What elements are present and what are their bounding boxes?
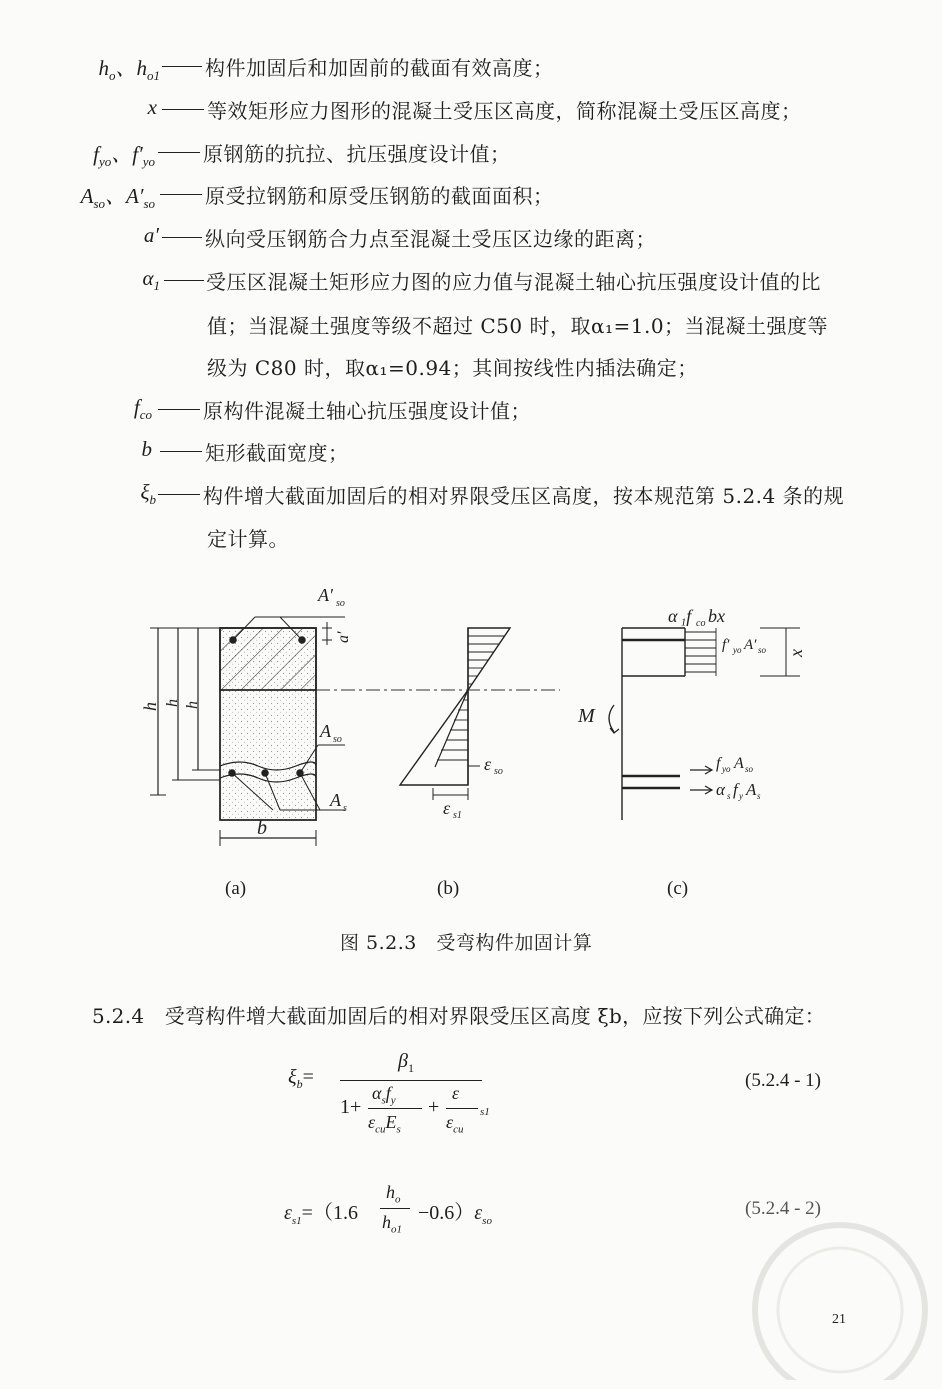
label-a-prime: a′ <box>335 631 352 643</box>
label-eps-so: ε <box>484 754 492 774</box>
eq1-inner-frac-2-den: $\varepsilon_{cu}$ <box>446 1112 464 1136</box>
definition-continuation: 级为 C80 时，取α₁=0.94；其间按线性内插法确定； <box>207 356 698 380</box>
figure-label-c: (c) <box>667 878 689 899</box>
symbol-x: x <box>147 95 157 119</box>
label-alpha-fy-As-fsub: y <box>739 791 743 801</box>
stamp-watermark <box>730 1220 930 1380</box>
label-ho1: h <box>184 701 201 709</box>
eq2-fraction-bar <box>380 1208 410 1209</box>
figure-label-b: (b) <box>437 878 460 899</box>
diagram-c-forces <box>609 628 800 820</box>
label-eps-s1: ε <box>443 798 451 818</box>
figure-5-2-3 <box>0 560 942 880</box>
clause-5-2-4: 5.2.4 受弯构件增大截面加固后的相对界限受压区高度 ξb，应按下列公式确定： <box>92 1004 826 1028</box>
label-alpha-fy-As-A: A <box>746 780 757 799</box>
figure-label-a: (a) <box>225 878 247 899</box>
symbol-Aso: $A_{so}$、$A'_{so}$ <box>80 184 155 212</box>
label-alpha-fco-bx-sub: co <box>696 618 706 629</box>
definition-text: 矩形截面宽度； <box>205 441 349 465</box>
symbol-a-prime: a′ <box>143 223 159 247</box>
label-x: x <box>786 649 806 657</box>
equation-number-1: (5.2.4 - 1) <box>745 1070 821 1091</box>
page-number: 21 <box>832 1312 846 1327</box>
eq1-inner-bar-2 <box>446 1108 478 1109</box>
eq2-rhs: $-0.6)\varepsilon_{so}$ <box>418 1202 492 1227</box>
eq2-lhs: $\varepsilon_{s1}=(1.6$ <box>284 1202 358 1227</box>
dash <box>160 194 202 195</box>
eq1-inner-frac-1-den: $\varepsilon_{cu}E_s$ <box>368 1112 401 1136</box>
symbol-fco: $f_{co}$ <box>133 395 152 423</box>
definition-continuation: 值；当混凝土强度等级不超过 C50 时，取α₁=1.0；当混凝土强度等 <box>207 314 829 338</box>
label-fyo-Aso-A-sub: so <box>745 764 754 774</box>
eq1-sub-s1: s1 <box>480 1106 490 1118</box>
definition-text: 等效矩形应力图形的混凝土受压区高度，简称混凝土受压区高度； <box>207 99 802 123</box>
label-h: h <box>140 702 160 711</box>
dash <box>158 494 200 495</box>
label-A-so: A <box>320 721 331 741</box>
label-A-so-prime: A′ <box>318 585 333 605</box>
eq1-numerator: $\beta_1$ <box>398 1050 414 1075</box>
symbol-alpha1: $\alpha_1$ <box>142 266 160 294</box>
dash <box>158 409 200 410</box>
label-alpha-fco-bx-tail: bx <box>708 606 725 626</box>
eq1-inner-frac-2-num: ε <box>452 1083 460 1103</box>
label-alpha-fy-As-f: f <box>733 780 738 799</box>
eq1-inner-frac-1-num: $\alpha_sf_y$ <box>372 1083 396 1107</box>
label-M: M <box>578 705 595 727</box>
definition-text: 原钢筋的抗拉、抗压强度设计值； <box>203 142 511 166</box>
definition-text: 纵向受压钢筋合力点至混凝土受压区边缘的距离； <box>205 227 656 251</box>
equation-number-2: (5.2.4 - 2) <box>745 1198 821 1219</box>
label-fyo-Aso-prime: f′ <box>722 637 730 653</box>
label-b-width: b <box>257 817 267 839</box>
definition-text: 原构件混凝土轴心抗压强度设计值； <box>203 399 531 423</box>
dash <box>162 109 204 110</box>
dash <box>158 152 200 153</box>
label-A-s: A <box>330 790 341 810</box>
definition-text: 构件加固后和加固前的截面有效高度； <box>205 56 554 80</box>
symbol-ho: $h_o$、$h_{o1}$ <box>98 56 160 84</box>
figure-caption: 图 5.2.3 受弯构件加固计算 <box>340 932 593 954</box>
label-alpha-fco-bx-rest: ₁f <box>680 606 692 626</box>
eq1-plus: + <box>428 1096 440 1118</box>
label-alpha-fy-As: α <box>716 780 725 799</box>
label-alpha-fco-bx: α <box>668 606 678 626</box>
label-fyo-Aso-prime-A: A′ <box>744 637 757 653</box>
label-eps-s1-sub: s1 <box>453 810 462 821</box>
eq1-denominator: 1+ <box>340 1096 362 1118</box>
definition-continuation: 定计算。 <box>207 527 289 551</box>
dash <box>162 237 202 238</box>
eq1-lhs: $\xi_b=$ <box>288 1066 314 1091</box>
label-fyo-Aso-A: A <box>734 755 744 772</box>
eq2-frac-num: $h_o$ <box>386 1182 401 1206</box>
symbol-fyo: $f_{yo}$、$f'_{yo}$ <box>93 142 155 170</box>
definition-text: 受压区混凝土矩形应力图的应力值与混凝土轴心抗压强度设计值的比 <box>206 270 821 294</box>
symbol-b: b <box>141 437 152 461</box>
label-A-so-sub: so <box>333 734 342 745</box>
dash <box>162 66 202 67</box>
label-A-so-prime-sub: so <box>336 598 345 609</box>
eq1-fraction-bar <box>340 1080 482 1081</box>
definition-text: 构件增大截面加固后的相对界限受压区高度，按本规范第 5.2.4 条的规 <box>203 484 845 508</box>
dash <box>164 280 204 281</box>
symbol-xi-b: $\xi_b$ <box>140 480 156 508</box>
eq1-inner-bar-1 <box>368 1108 422 1109</box>
label-A-s-sub: s <box>343 803 347 814</box>
dash <box>160 451 202 452</box>
eq2-frac-den: $h_{o1}$ <box>382 1212 402 1236</box>
label-ho: h <box>164 699 181 707</box>
diagram-a-cross-section <box>150 617 345 846</box>
label-fyo-Aso-prime-sub: yo <box>733 645 742 655</box>
label-fyo-Aso-prime-A-sub: so <box>758 645 767 655</box>
label-fyo-Aso: f <box>716 755 721 772</box>
label-eps-so-sub: so <box>494 766 503 777</box>
label-alpha-fy-As-Asub: s <box>757 791 761 801</box>
label-fyo-Aso-sub: yo <box>722 764 731 774</box>
definition-text: 原受拉钢筋和原受压钢筋的截面面积； <box>205 184 554 208</box>
label-alpha-fy-As-sub: s <box>727 791 731 801</box>
